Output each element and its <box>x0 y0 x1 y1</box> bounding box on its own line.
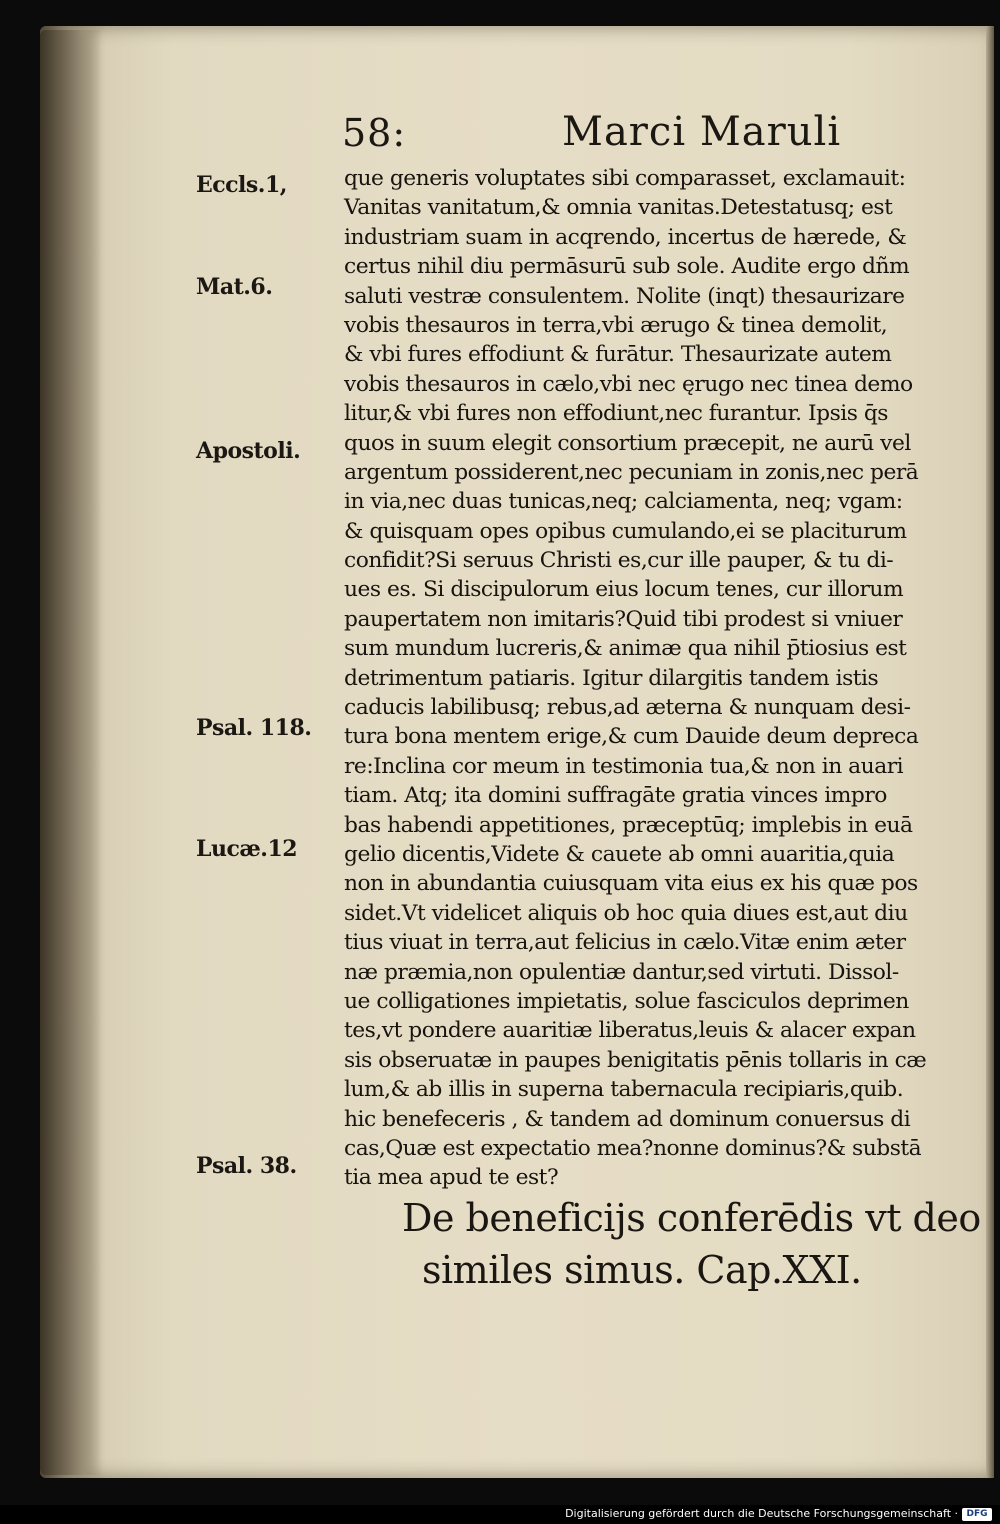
text-line: in via,nec duas tunicas,neq; calciamenta, neq; vgam: <box>344 489 903 515</box>
marginal-note: Lucæ.12 <box>196 836 298 862</box>
text-line: confidit?Si seruus Christi es,cur ille pauper, & tu di- <box>344 548 894 574</box>
text-line: quos in suum elegit consortium præcepit, ne aurū vel <box>344 430 911 456</box>
text-line: Vanitas vanitatum,& omnia vanitas.Detestatusq; est <box>344 195 893 221</box>
page-edge <box>986 26 994 1478</box>
text-line: bas habendi appetitiones, præceptūq; implebis in euā <box>344 812 913 838</box>
text-line: sidet.Vt videlicet aliquis ob hoc quia diues est,aut diu <box>344 900 908 926</box>
text-line: vobis thesauros in terra,vbi ærugo & tinea demolit, <box>344 312 888 338</box>
text-line: cas,Quæ est expectatio mea?nonne dominus?& substā <box>344 1135 922 1161</box>
marginal-note: Psal. 38. <box>196 1153 297 1179</box>
folio-number: 58: <box>342 111 407 155</box>
text-line: gelio dicentis,Videte & cauete ab omni auaritia,quia <box>344 841 895 867</box>
dfg-logo: DFG <box>962 1508 992 1521</box>
text-line: detrimentum patiaris. Igitur dilargitis tandem istis <box>344 665 879 691</box>
text-line: sum mundum lucreris,& animæ qua nihil p̄tiosius est <box>344 636 907 662</box>
body-text <box>344 164 974 1193</box>
text-line: re:Inclina cor meum in testimonia tua,& non in auari <box>344 753 904 779</box>
text-line: certus nihil diu permāsurū sub sole. Audite ergo dñm <box>344 254 910 280</box>
text-line: que generis voluptates sibi comparasset, exclamauit: <box>344 166 906 191</box>
text-line: hic benefeceris , & tandem ad dominum conuersus di <box>344 1106 911 1132</box>
text-line: tiam. Atq; ita domini suffragāte gratia vinces impro <box>344 783 887 809</box>
text-line: caducis labilibusq; rebus,ad æterna & nunquam desi- <box>344 695 911 721</box>
running-title: Marci Maruli <box>562 109 842 155</box>
text-line: industriam suam in acqrendo, incertus de hærede, & <box>344 224 907 250</box>
footer-bar <box>0 1505 1000 1524</box>
text-line: paupertatem non imitaris?Quid tibi prodest si vniuer <box>344 606 903 632</box>
marginal-note: Apostoli. <box>196 438 301 464</box>
text-line: & vbi fures effodiunt & furātur. Thesaurizate autem <box>344 342 892 368</box>
text-line: vobis thesauros in cælo,vbi nec ęrugo nec tinea demo <box>344 371 913 397</box>
page-header <box>0 105 1000 165</box>
text-line: tia mea apud te est? <box>344 1165 559 1191</box>
funding-credit: Digitalisierung gefördert durch die Deutsche Forschungsgemeinschaft · <box>565 1507 958 1520</box>
text-line: saluti vestræ consulentem. Nolite (inqt) thesaurizare <box>344 283 905 309</box>
text-line: næ præmia,non opulentiæ dantur,sed virtuti. Dissol- <box>344 959 899 985</box>
text-line: lum,& ab illis in superna tabernacula recipiaris,quib. <box>344 1077 904 1103</box>
marginal-note: Eccls.1, <box>196 172 287 198</box>
text-line: tura bona mentem erige,& cum Dauide deum depreca <box>344 724 919 750</box>
text-line: sis obseruatæ in paupes benigitatis pēnis tollaris in cæ <box>344 1047 927 1073</box>
text-line: tius viuat in terra,aut felicius in cælo.Vitæ enim æter <box>344 930 906 956</box>
text-line: ues es. Si discipulorum eius locum tenes, cur illorum <box>344 577 904 603</box>
text-line: tes,vt pondere auaritiæ liberatus,leuis & alacer expan <box>344 1018 916 1044</box>
marginal-note: Psal. 118. <box>196 715 312 741</box>
text-line: ue colligationes impietatis, solue fasciculos deprimen <box>344 988 909 1014</box>
text-line: argentum possiderent,nec pecuniam in zonis,nec perā <box>344 459 919 485</box>
chapter-heading-line: similes simus. Cap.XXI. <box>422 1248 862 1292</box>
text-line: non in abundantia cuiusquam vita eius ex his quæ pos <box>344 871 918 897</box>
marginal-note: Mat.6. <box>196 274 273 300</box>
page-gutter <box>40 30 102 1475</box>
text-line: & quisquam opes opibus cumulando,ei se placiturum <box>344 518 907 544</box>
chapter-heading-line: De beneficijs conferēdis vt deo <box>402 1196 981 1240</box>
text-line: litur,& vbi fures non effodiunt,nec furantur. Ipsis q̄s <box>344 401 888 427</box>
